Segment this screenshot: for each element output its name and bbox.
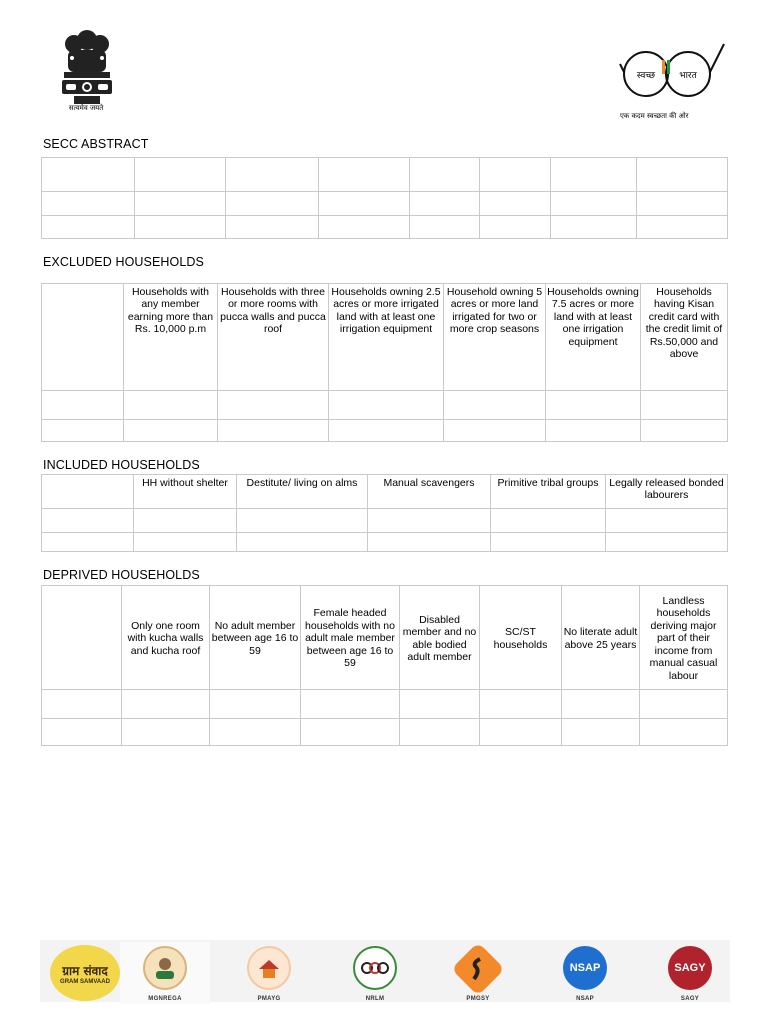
mgnrega-icon (143, 946, 187, 990)
table-cell[interactable] (319, 216, 410, 239)
table-cell[interactable] (637, 192, 728, 216)
pmayg-label: PMAYG (257, 996, 281, 1002)
table-cell[interactable] (641, 420, 728, 442)
table-header-row (42, 586, 728, 690)
gram-samvaad-english: GRAM SAMVAAD (60, 978, 110, 985)
table-cell[interactable] (641, 391, 728, 420)
table-cell[interactable] (637, 158, 728, 192)
table-cell[interactable] (444, 420, 546, 442)
table-cell[interactable] (640, 690, 728, 719)
table-cell[interactable] (42, 391, 124, 420)
deprived-households-table (41, 585, 728, 746)
table-cell[interactable] (551, 192, 637, 216)
header-cell: Landless households deriving major part of their income from manual casual labour (640, 586, 728, 690)
table-cell[interactable] (218, 420, 329, 442)
table-cell[interactable] (491, 533, 606, 552)
mgnrega-logo (120, 942, 210, 1004)
table-cell[interactable] (210, 719, 301, 746)
table-row (42, 192, 728, 216)
table-cell[interactable] (329, 391, 444, 420)
swachh-caption: एक कदम स्वच्छता की ओर (620, 112, 689, 120)
table-cell[interactable] (42, 719, 122, 746)
header-cell: Households owning 7.5 acres or more land with at least one irrigation equipment (546, 284, 641, 391)
included-households-table (41, 474, 728, 552)
mgnrega-label: MGNREGA (148, 996, 182, 1002)
emblem-caption: सत्यमेव जयते (68, 104, 104, 112)
header-cell: SC/ST households (480, 586, 562, 690)
table-cell[interactable] (42, 420, 124, 442)
table-cell[interactable] (42, 509, 134, 533)
pmayg-icon (247, 946, 291, 990)
header-cell: HH without shelter (134, 475, 237, 509)
pmgsy-label: PMGSY (466, 996, 490, 1002)
header-cell: Legally released bonded labourers (606, 475, 728, 509)
nsap-label: NSAP (576, 996, 594, 1002)
header-cell: Female headed households with no adult male member between age 16 to 59 (301, 586, 400, 690)
table-cell[interactable] (237, 509, 368, 533)
table-cell[interactable] (480, 690, 562, 719)
sagy-logo (645, 942, 735, 1004)
header-cell: Only one room with kucha walls and kucha roof (122, 586, 210, 690)
header-cell (42, 475, 134, 509)
table-cell[interactable] (135, 158, 226, 192)
table-cell[interactable] (210, 690, 301, 719)
table-cell[interactable] (42, 158, 135, 192)
table-row (42, 391, 728, 420)
table-cell[interactable] (551, 158, 637, 192)
table-row (42, 216, 728, 239)
table-cell[interactable] (122, 719, 210, 746)
table-cell[interactable] (410, 158, 480, 192)
table-row (42, 533, 728, 552)
table-cell[interactable] (134, 533, 237, 552)
sagy-label: SAGY (680, 996, 700, 1002)
table-cell[interactable] (319, 192, 410, 216)
nrlm-label: NRLM (365, 996, 385, 1002)
table-cell[interactable] (640, 719, 728, 746)
header-cell: Households having Kisan credit card with the credit limit of Rs.50,000 and above (641, 284, 728, 391)
table-cell[interactable] (480, 719, 562, 746)
table-cell[interactable] (226, 216, 319, 239)
excluded-households-title: EXCLUDED HOUSEHOLDS (43, 255, 204, 269)
table-row (42, 719, 728, 746)
table-cell[interactable] (546, 420, 641, 442)
table-cell[interactable] (42, 690, 122, 719)
table-cell[interactable] (637, 216, 728, 239)
table-header-row (42, 475, 728, 509)
table-row (42, 690, 728, 719)
table-cell[interactable] (301, 719, 400, 746)
nsap-badge: NSAP (563, 946, 607, 990)
table-cell[interactable] (42, 216, 135, 239)
header-cell: Households with three or more rooms with pucca walls and pucca roof (218, 284, 329, 391)
table-cell[interactable] (562, 690, 640, 719)
table-cell[interactable] (480, 216, 551, 239)
header-cell: Primitive tribal groups (491, 475, 606, 509)
sagy-badge: SAGY (668, 946, 712, 990)
nsap-logo (540, 942, 630, 1004)
header-cell: Destitute/ living on alms (237, 475, 368, 509)
header-cell: Household owning 5 acres or more land irrigated for two or more crop seasons (444, 284, 546, 391)
nrlm-icon (353, 946, 397, 990)
pmgsy-logo (433, 942, 523, 1004)
header-cell: Households owning 2.5 acres or more irrigated land with at least one irrigation equipment (329, 284, 444, 391)
secc-abstract-table (41, 157, 728, 239)
table-cell[interactable] (551, 216, 637, 239)
deprived-households-title: DEPRIVED HOUSEHOLDS (43, 568, 200, 582)
gram-samvaad-logo (40, 942, 130, 1004)
table-cell[interactable] (368, 509, 491, 533)
header-cell: Disabled member and no able bodied adult member (400, 586, 480, 690)
table-cell[interactable] (606, 509, 728, 533)
table-row (42, 158, 728, 192)
table-cell[interactable] (134, 509, 237, 533)
table-cell[interactable] (301, 690, 400, 719)
table-cell[interactable] (491, 509, 606, 533)
table-cell[interactable] (124, 420, 218, 442)
table-cell[interactable] (606, 533, 728, 552)
table-cell[interactable] (368, 533, 491, 552)
swachh-word1: स्वच्छ (636, 71, 656, 81)
pmayg-logo (224, 942, 314, 1004)
table-cell[interactable] (237, 533, 368, 552)
gram-samvaad-hindi: ग्राम संवाद (62, 963, 108, 978)
header-cell: No literate adult above 25 years (562, 586, 640, 690)
table-row (42, 420, 728, 442)
table-cell[interactable] (135, 216, 226, 239)
header-cell: Manual scavengers (368, 475, 491, 509)
table-cell[interactable] (42, 192, 135, 216)
excluded-households-table (41, 283, 728, 442)
table-cell[interactable] (410, 216, 480, 239)
table-cell[interactable] (444, 391, 546, 420)
table-cell[interactable] (480, 192, 551, 216)
header-cell: No adult member between age 16 to 59 (210, 586, 301, 690)
table-header-row (42, 284, 728, 391)
table-cell[interactable] (226, 158, 319, 192)
table-cell[interactable] (122, 690, 210, 719)
table-cell[interactable] (400, 690, 480, 719)
nrlm-logo (330, 942, 420, 1004)
table-cell[interactable] (124, 391, 218, 420)
header-cell (42, 586, 122, 690)
swachh-word2: भारत (679, 71, 697, 81)
secc-abstract-title: SECC ABSTRACT (43, 137, 149, 151)
table-cell[interactable] (226, 192, 319, 216)
pmgsy-icon (451, 942, 505, 996)
table-cell[interactable] (218, 391, 329, 420)
table-cell[interactable] (400, 719, 480, 746)
table-cell[interactable] (546, 391, 641, 420)
table-cell[interactable] (329, 420, 444, 442)
table-cell[interactable] (135, 192, 226, 216)
table-row (42, 509, 728, 533)
table-cell[interactable] (319, 158, 410, 192)
table-cell[interactable] (480, 158, 551, 192)
header-cell: Households with any member earning more than Rs. 10,000 p.m (124, 284, 218, 391)
included-households-title: INCLUDED HOUSEHOLDS (43, 458, 200, 472)
table-cell[interactable] (562, 719, 640, 746)
table-cell[interactable] (410, 192, 480, 216)
table-cell[interactable] (42, 533, 134, 552)
header-cell (42, 284, 124, 391)
